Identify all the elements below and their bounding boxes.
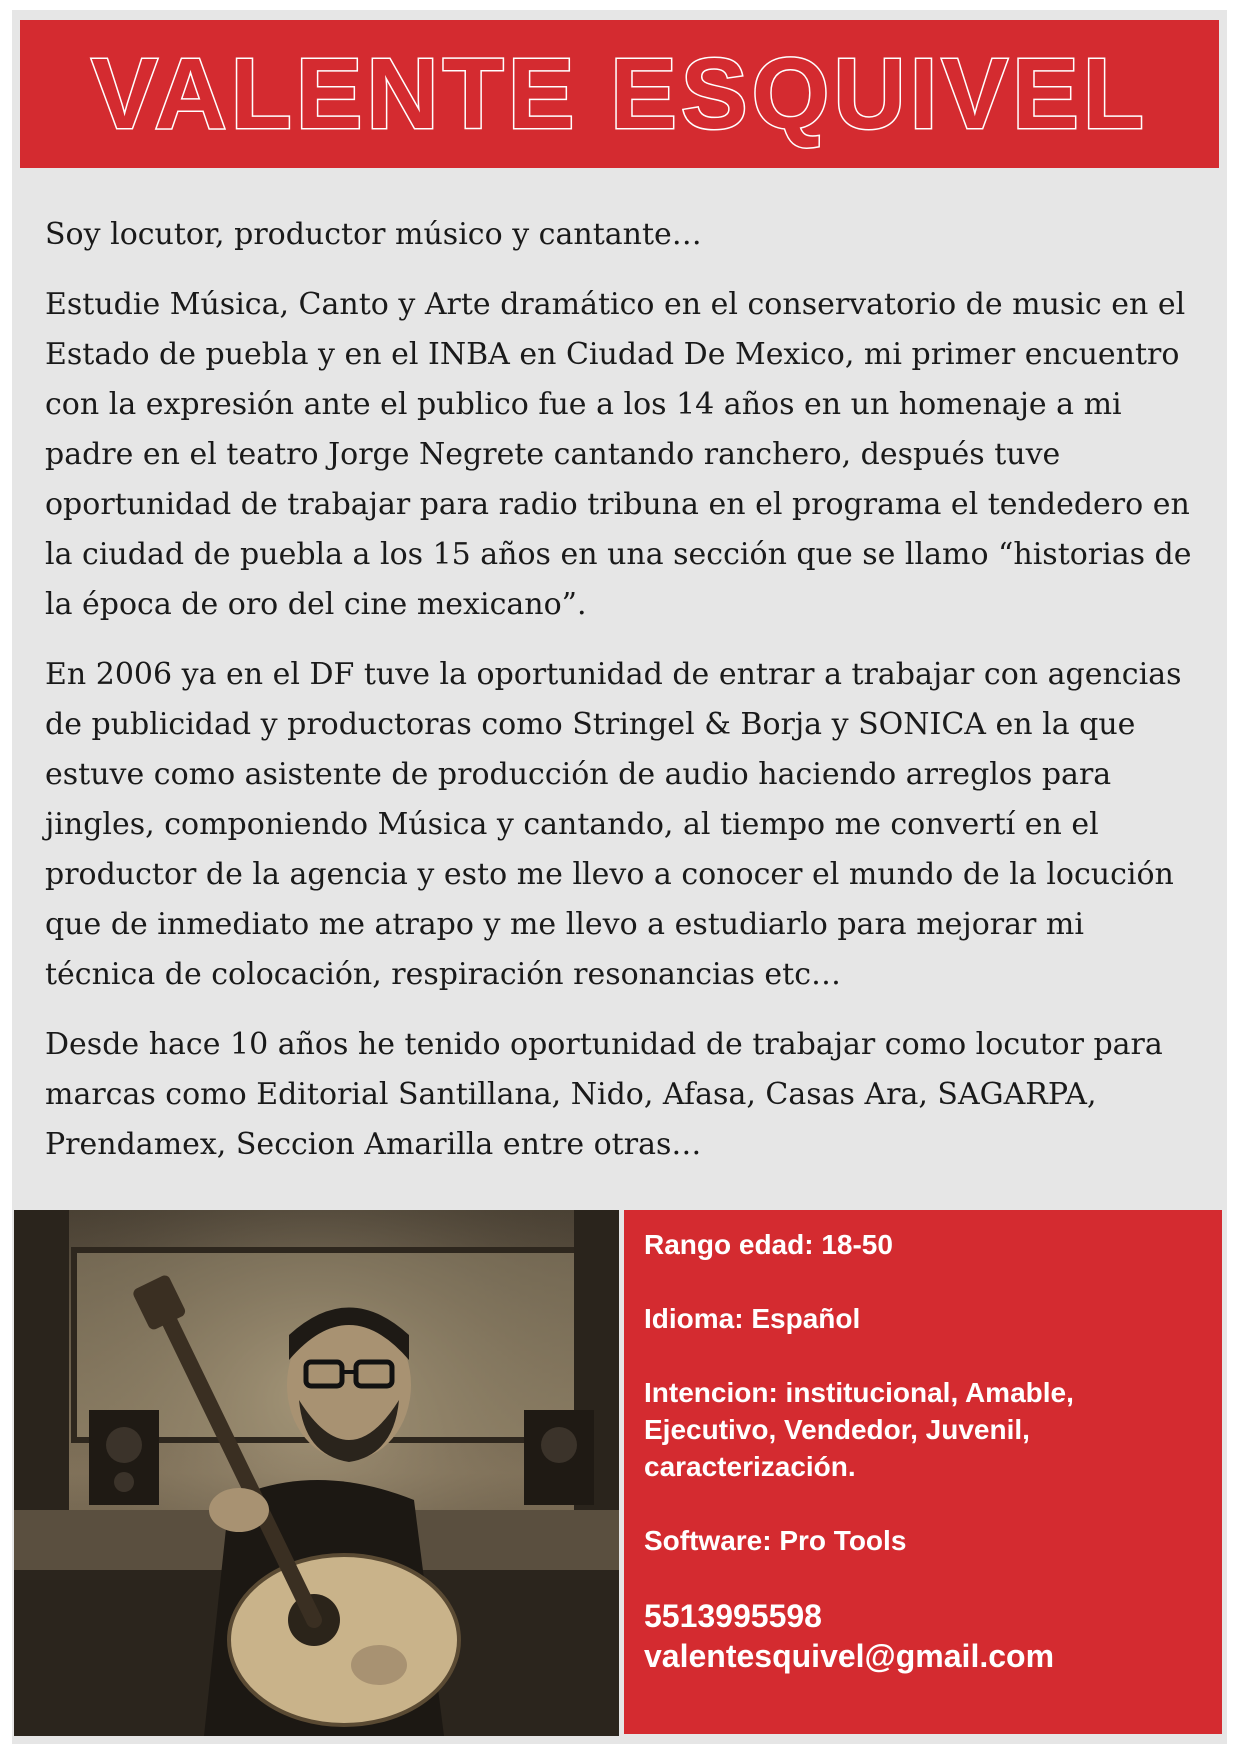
bio-paragraph: Desde hace 10 años he tenido oportunidad de trabajar como locutor para marcas como Editorial Santillana, Nido, Afasa, Casas Ara, SAGARPA, Prendamex, Seccion Amarilla entre otras… [45,1027,1163,1162]
bio-paragraph: Estudie Música, Canto y Arte dramático en el conservatorio de music en el Estado de puebla y en el INBA en Ciudad De Mexico, mi primer encuentro con la expresión ante el publico fue a los 14 años en un homenaje a mi padre en el teatro Jorge Negrete cantando ranchero, después tuve oportunidad de trabajar para radio tribuna en el programa el tendedero en la ciudad de puebla a los 15 años en una sección que se llamo “historias de la época de oro del cine mexicano”. [45,287,1192,622]
language: Idioma: Español [644,1303,861,1334]
phone-number: 5513995598 [644,1598,822,1634]
bio-paragraph: Soy locutor, productor músico y cantante… [45,217,702,252]
software: Software: Pro Tools [644,1525,907,1556]
portrait-illustration [14,1210,619,1736]
intention-line: Ejecutivo, Vendedor, Juvenil, [644,1414,1030,1445]
age-range: Rango edad: 18-50 [644,1229,893,1260]
page-title: VALENTE ESQUIVEL [91,38,1148,150]
email-address: valentesquivel@gmail.com [644,1638,1055,1674]
title-banner [20,20,1219,168]
intention-line: Intencion: institucional, Amable, [644,1377,1074,1408]
bio-paragraph: En 2006 ya en el DF tuve la oportunidad de entrar a trabajar con agencias de publicidad y productoras como Stringel & Borja y SONICA en la que estuve como asistente de producción de audio haciendo arreglos para jingles, componiendo Música y cantando, al tiempo me convertí en el productor de la agencia y esto me llevo a conocer el mundo de la locución que de inmediato me atrapo y me llevo a estudiarlo para mejorar mi técnica de colocación, respiración resonancias etc… [45,657,1182,992]
bio-section [45,210,1195,1190]
intention-line: caracterización. [644,1451,856,1482]
portrait-photo [14,1210,619,1736]
profile-info-box [624,1210,1222,1734]
